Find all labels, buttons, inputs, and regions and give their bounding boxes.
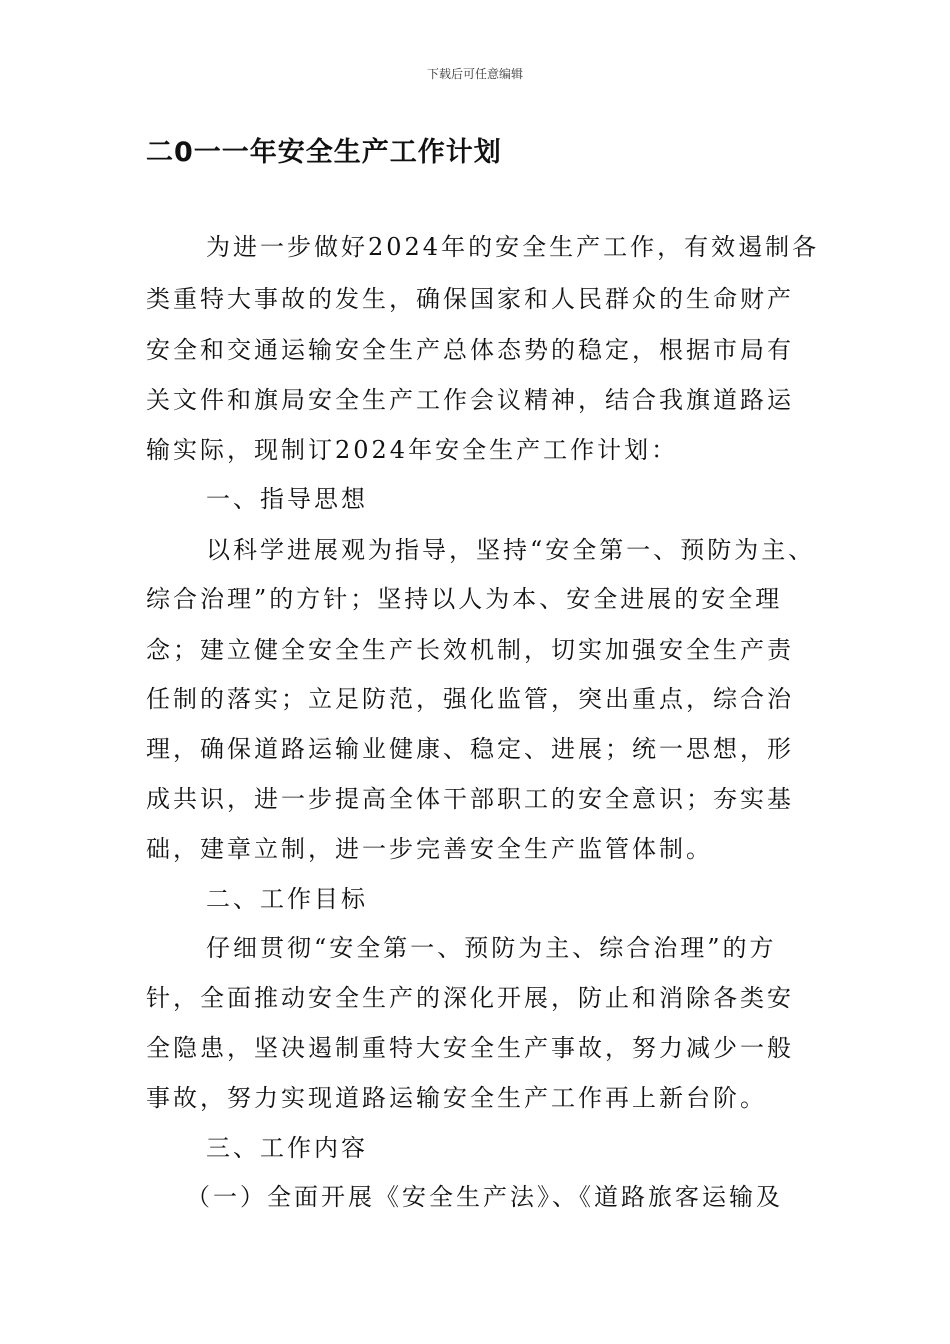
paragraph-line: 础，建章立制，进一步完善安全生产监管体制。 [146,835,713,863]
paragraph-line: 成共识，进一步提高全体干部职工的安全意识；夯实基 [146,785,794,813]
paragraph-line: 关文件和旗局安全生产工作会议精神，结合我旗道路运 [146,386,794,414]
document-title: 二0一一年安全生产工作计划 [146,137,502,168]
paragraph-line: 全隐患，坚决遏制重特大安全生产事故，努力减少一般 [146,1034,794,1062]
page-header-note: 下载后可任意编辑 [426,67,523,81]
section-heading: 二、工作目标 [206,885,368,913]
paragraph-line: 以科学进展观为指导，坚持“安全第一、预防为主、 [206,536,816,564]
paragraph-line: 为进一步做好2024年的安全生产工作，有效遏制各 [206,233,820,261]
paragraph-line: 类重特大事故的发生，确保国家和人民群众的生命财产 [146,285,794,313]
paragraph-line: 针，全面推动安全生产的深化开展，防止和消除各类安 [146,984,794,1012]
paragraph-line: 仔细贯彻“安全第一、预防为主、综合治理”的方 [206,934,777,962]
paragraph-line: 输实际，现制订2024年安全生产工作计划： [146,436,679,464]
paragraph-line: 综合治理”的方针；坚持以人为本、安全进展的安全理 [146,585,783,613]
paragraph-line: 安全和交通运输安全生产总体态势的稳定，根据市局有 [146,336,794,364]
subsection-heading: （一）全面开展《安全生产法》、《道路旅客运输及 [186,1183,783,1211]
paragraph-line: 念；建立健全安全生产长效机制，切实加强安全生产责 [146,636,794,664]
paragraph-line: 任制的落实；立足防范，强化监管，突出重点，综合治 [146,685,794,713]
paragraph-line: 事故，努力实现道路运输安全生产工作再上新台阶。 [146,1084,767,1112]
section-heading: 三、工作内容 [206,1134,368,1162]
section-heading: 一、指导思想 [206,485,368,513]
paragraph-line: 理，确保道路运输业健康、稳定、进展；统一思想，形 [146,735,794,763]
